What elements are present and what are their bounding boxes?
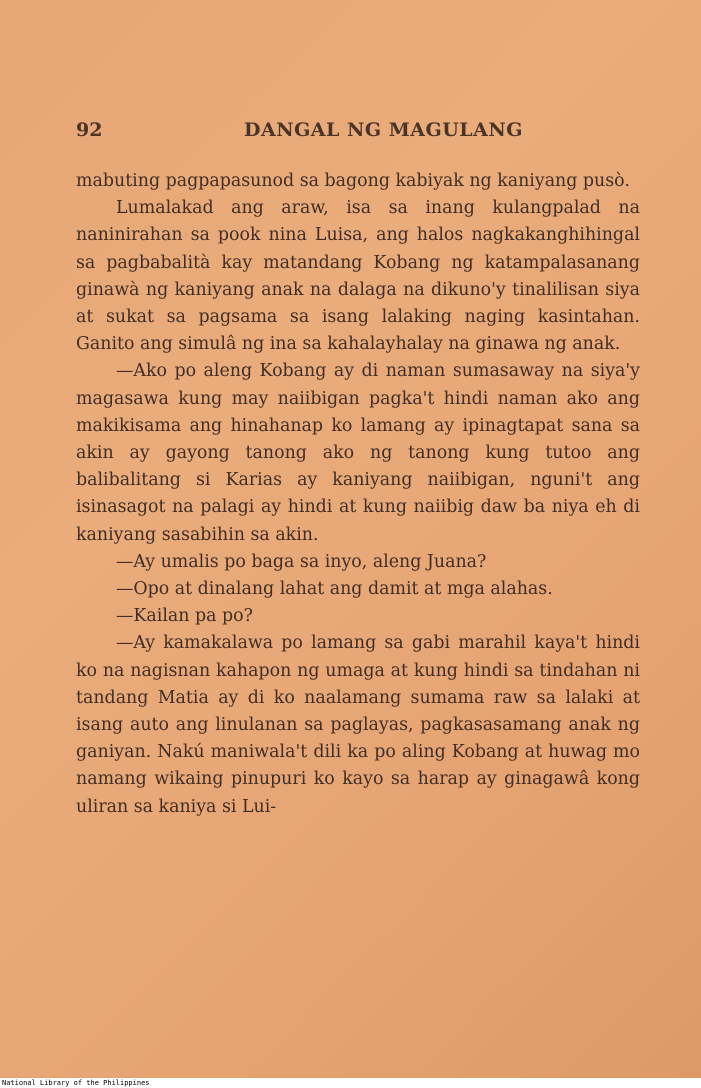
footer-credit: National Library of the Philippines <box>2 1079 150 1087</box>
paragraph: Lumalakad ang araw, isa sa inang kulangpalad na naninirahan sa pook nina Luisa, ang halos nagkakanghihingal sa pagbabalità kay matandang Kobang ng katampalasanang ginawà ng kaniyang anak na dalaga na dikuno'y tinalilisan siya at sukat sa pagsama sa isang lalaking naging kasintahan. Ganito ang simulâ ng ina sa kahalayhalay na ginawa ng anak. <box>76 198 640 355</box>
paragraph: —Ay umalis po baga sa inyo, aleng Juana? <box>116 551 487 572</box>
paragraph: —Kailan pa po? <box>116 606 253 627</box>
paragraph: —Opo at dinalang lahat ang damit at mga alahas. <box>116 579 553 600</box>
page-header <box>76 119 636 149</box>
running-title: DANGAL NG MAGULANG <box>244 119 523 141</box>
paragraph: —Ay kamakalawa po lamang sa gabi marahil kaya't hindi ko na nagisnan kahapon ng umaga at kung hindi sa tindahan ni tandang Matia ay di ko naalamang sumama raw sa lalaki at isang auto ang linulanan sa paglayas, pagkasasamang anak ng ganiyan. Nakú maniwala't dili ka po aling Kobang at huwag mo namang wikaing pinupuri ko kayo sa harap ay ginagawâ kong uliran sa kaniya si Lui- <box>76 633 640 817</box>
body-text <box>76 168 640 821</box>
paragraph: mabuting pagpapasunod sa bagong kabiyak ng kaniyang pusò. <box>76 171 630 191</box>
paragraph: —Ako po aleng Kobang ay di naman sumasaway na siya'y magasawa kung may naiibigan pagka't hindi naman ako ang makikisama ang hinahanap ko lamang ay ipinagtapat sana sa akin ay gayong tanong ako ng tanong kung tutoo ang balibalitang si Karias ay kaniyang naiibigan, nguni't ang isinasagot na palagi ay hindi at kung naiibig daw ba niya eh di kaniyang sasabihin sa akin. <box>76 361 640 545</box>
page-number: 92 <box>76 119 103 141</box>
